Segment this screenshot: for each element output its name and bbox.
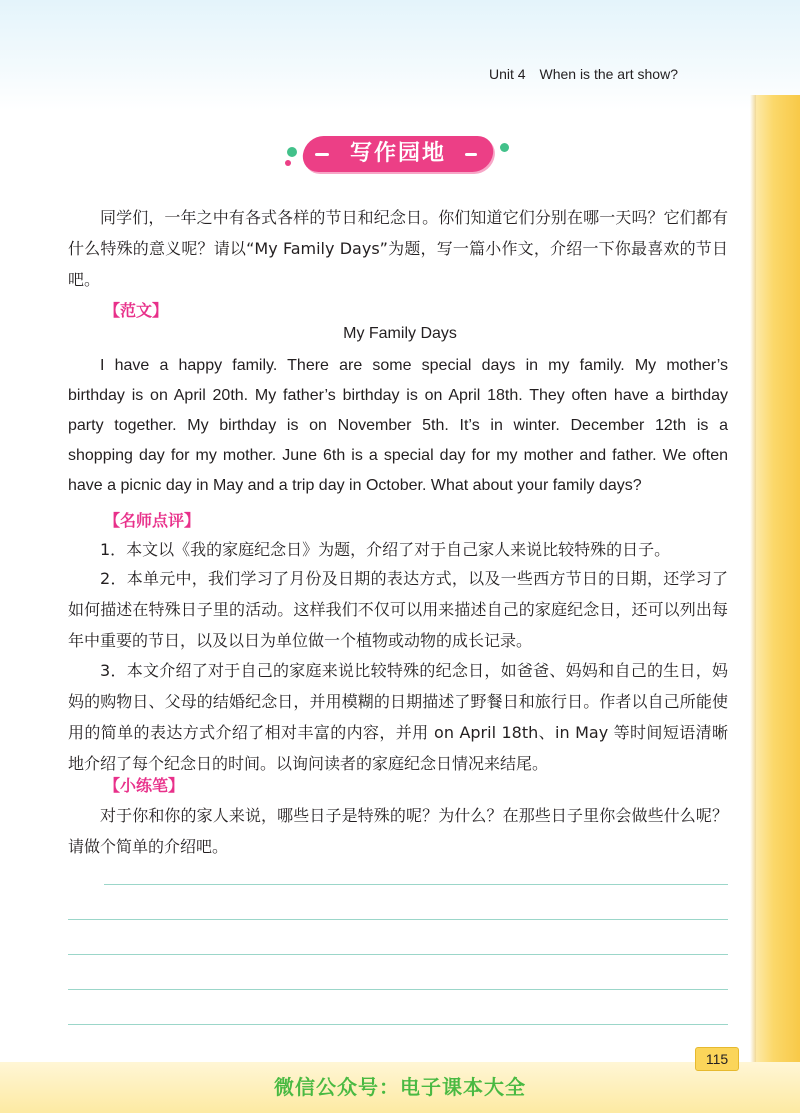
green-dot-icon [500,143,509,152]
pink-dot-icon [285,160,291,166]
writing-line [68,954,728,955]
practice-tag: 【小练笔】 [104,776,185,795]
writing-lines [68,884,728,1059]
writing-line [68,919,728,920]
essay-line: I have a happy family. There are some special days in my family. My mother’s [100,357,728,374]
essay-line: party together. My birthday is on November 5th. It’s in winter. December 12th is a [68,417,728,434]
section-banner [285,133,515,175]
comment-point-3: 3．本文介绍了对于自己的家庭来说比较特殊的纪念日，如爸爸、妈妈和自己的生日，妈妈的购物日、父母的结婚纪念日，并用模糊的日期描述了野餐日和旅行日。作者以自己所能使用的简单的表达方式介绍了相对丰富的内容，并用 on April 18th、in May 等时间短语清晰地介绍了每个纪念日的时间。以询问读者的家庭纪念日情况来结尾。 [68,661,728,773]
header-title: When is the art show? [539,66,678,82]
essay-title: My Family Days [343,325,457,342]
header-unit: Unit 4 [489,66,526,82]
running-header [489,66,678,82]
writing-line [68,1024,728,1025]
sample-essay [68,351,728,501]
comment-tag: 【名师点评】 [104,511,201,530]
writing-line [68,989,728,990]
watermark-text: 微信公众号：电子课本大全 [274,1075,526,1099]
comment-point-1: 1．本文以《我的家庭纪念日》为题，介绍了对于自己家人来说比较特殊的日子。 [100,540,671,559]
writing-line [104,884,728,885]
green-dot-icon [287,147,297,157]
essay-line: shopping day for my mother. June 6th is a special day for my mother and father. We often [68,447,728,464]
sample-tag: 【范文】 [104,301,169,320]
writing-prompt: 同学们，一年之中有各式各样的节日和纪念日。你们知道它们分别在哪一天吗？它们都有什么特殊的意义呢？请以“My Family Days”为题，写一篇小作文，介绍一下你最喜欢的节日吧。 [68,208,728,289]
banner-title: 写作园地 [349,141,446,166]
essay-line: birthday is on April 20th. My father’s birthday is on April 18th. They often have a birthday [68,387,728,404]
page-number: 115 [695,1047,739,1071]
practice-prompt: 对于你和你的家人来说，哪些日子是特殊的呢？为什么？在那些日子里你会做些什么呢？请做个简单的介绍吧。 [68,806,728,856]
comment-point-2: 2．本单元中，我们学习了月份及日期的表达方式，以及一些西方节日的日期，还学习了如何描述在特殊日子里的活动。这样我们不仅可以用来描述自己的家庭纪念日，还可以列出每年中重要的节日，以及以日为单位做一个植物或动物的成长记录。 [68,569,728,650]
essay-line: have a picnic day in May and a trip day in October. What about your family days? [68,477,642,494]
